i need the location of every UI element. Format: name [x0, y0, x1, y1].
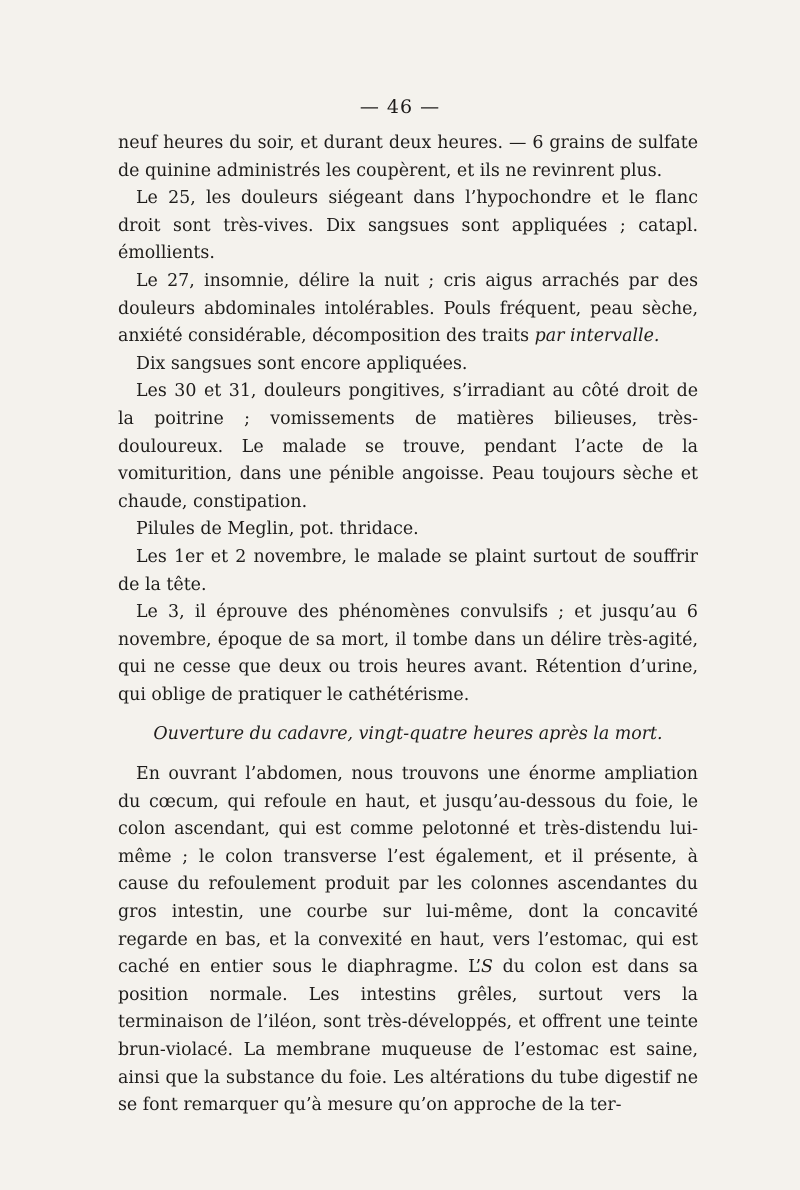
paragraph-8: Le 3, il éprouve des phénomènes convulsifs ; et jusqu’au 6 novembre, époque de sa mort, il tombe dans un délire très-agité, qui ne cesse que deux ou trois heures avant. Rétention d’urine, qui oblige de pratiquer le cathétérisme. — [118, 602, 698, 705]
paragraph-3-italic: par intervalle. — [534, 326, 660, 347]
paragraph-2: Le 25, les douleurs siégeant dans l’hypochondre et le flanc droit sont très-vives. Dix sangsues sont appliquées ; catapl. émollients. — [118, 188, 698, 264]
paragraph-1: neuf heures du soir, et durant deux heures. — 6 grains de sulfate de quinine administrés les coupèrent, et ils ne revinrent plus. — [118, 133, 698, 181]
section-heading: Ouverture du cadavre, vingt-quatre heures après la mort. — [153, 724, 663, 745]
paragraph-7: Les 1er et 2 novembre, le malade se plaint surtout de souffrir de la tête. — [118, 546, 698, 595]
paragraph-5: Les 30 et 31, douleurs pongitives, s’irradiant au côté droit de la poitrine ; vomissements de matières bilieuses, très-douloureux. Le malade se trouve, pendant l’acte de la vomiturition, dans une pénible angoisse. Peau toujours sèche et chaude, constipation. — [118, 381, 698, 512]
paragraph-9 — [118, 761, 698, 1120]
paragraph-9-italic: S — [481, 957, 493, 978]
page-number: — 46 — — [359, 96, 441, 118]
paragraph-4: Dix sangsues sont encore appliquées. — [136, 353, 468, 374]
paragraph-9-text: En ouvrant l’abdomen, nous trouvons une énorme ampliation du cœcum, qui refoule en haut, et jusqu’au-dessous du foie, le colon ascendant, qui est comme pelotonné et très-distendu lui-même ; le colon transverse l’est également, et il présente, à cause du refoulement produit par les colonnes ascendantes du gros intestin, une courbe sur lui-même, dont la concavité regarde en bas, et la convexité en haut, vers l’estomac, qui est caché en entier sous le diaphragme. L’ — [118, 764, 698, 978]
paragraph-3 — [118, 268, 698, 351]
paragraph-3-text: Le 27, insomnie, délire la nuit ; cris aigus arrachés par des douleurs abdominales intolérables. Pouls fréquent, peau sèche, anxiété considérable, décomposition des traits — [118, 270, 698, 347]
body-text — [118, 130, 698, 1120]
paragraph-6: Pilules de Meglin, pot. thridace. — [136, 519, 419, 540]
paragraph-9-tail: du colon est dans sa position normale. Les intestins grêles, surtout vers la terminaison de l’iléon, sont très-développés, et offrent une teinte brun-violacé. La membrane muqueuse de l’estomac est saine, ainsi que la substance du foie. Les altérations du tube digestif ne se font remarquer qu’à mesure qu’on approche de la ter- — [118, 957, 698, 1116]
